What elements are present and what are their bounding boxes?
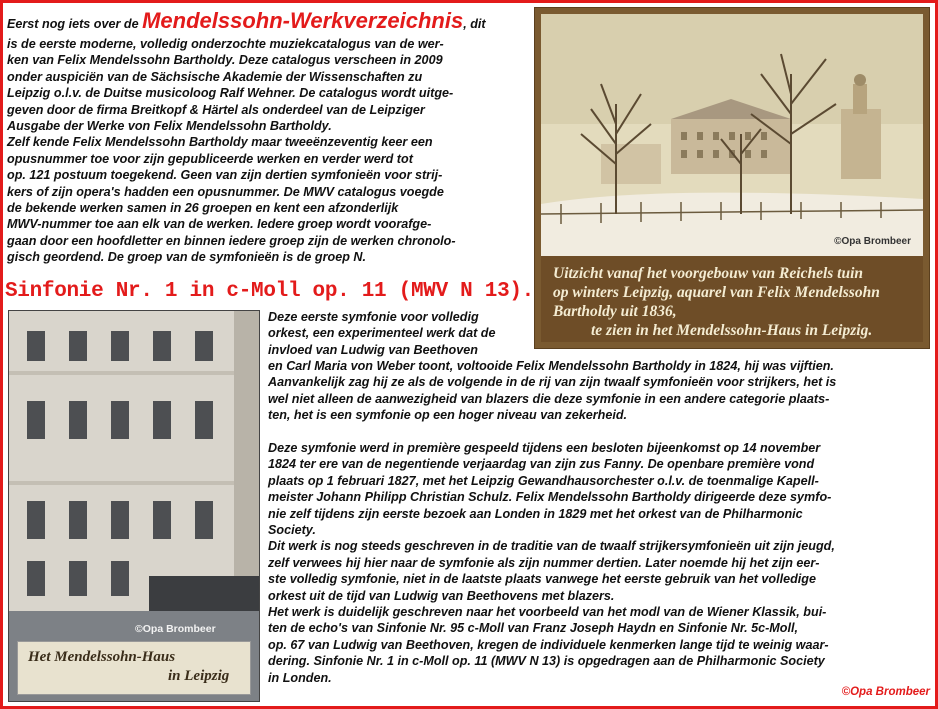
intro-line: is de eerste moderne, volledig onderzochte muziekcatalogus van de wer- bbox=[7, 37, 444, 51]
painting-caption-line: op winters Leipzig, aquarel van Felix Mendelssohn bbox=[553, 284, 880, 301]
body-line: op. 67 van Ludwig van Beethoven, kregen de individuele kenmerken lange tijd te weinig waar- bbox=[268, 637, 829, 652]
body-line: ten, het is een symfonie op een hoger niveau van zekerheid. bbox=[268, 408, 628, 423]
intro-trail: , dit bbox=[463, 17, 486, 31]
side-text bbox=[268, 309, 533, 358]
body-line: 1824 ter ere van de negentiende verjaardag van zijn zus Fanny. De openbare première vond bbox=[268, 457, 815, 472]
intro-line: de bekende werken samen in 26 groepen en kent een afzonderlijk bbox=[7, 201, 399, 216]
intro-lead: Eerst nog iets over de bbox=[7, 17, 143, 31]
body-line: Dit werk is nog steeds geschreven in de traditie van de twaalf strijkersymfonieën uit zijn jeugd, bbox=[268, 539, 835, 554]
intro-line: Zelf kende Felix Mendelssohn Bartholdy maar tweeënzeventig keer een bbox=[7, 135, 433, 150]
intro-line: MWV-nummer toe aan elk van de werken. Iedere groep wordt voorafge- bbox=[7, 217, 432, 232]
side-line: invloed van Ludwig van Beethoven bbox=[268, 342, 478, 357]
photo-caption-line: in Leipzig bbox=[168, 668, 230, 684]
body-line: nie zelf tijdens zijn eerste bezoek aan Londen in 1829 met het orkest van de Philharmonic bbox=[268, 506, 803, 521]
photo-watermark: ©Opa Brombeer bbox=[135, 623, 216, 635]
intro-lines bbox=[7, 36, 532, 266]
body-line: meister Johann Philipp Christian Schulz. Felix Mendelssohn Bartholdy dirigeerde deze symfo- bbox=[268, 490, 832, 505]
body-line: wel niet alleen de aanwezigheid van blazers die deze symfonie in een andere categorie plaats- bbox=[268, 391, 830, 406]
winter-scene-illustration bbox=[541, 14, 923, 256]
watercolor-painting bbox=[535, 8, 929, 348]
body-line: en Carl Maria von Weber toont, voltooide Felix Mendelssohn Bartholdy in 1824, hij was vijftien. bbox=[268, 359, 834, 373]
body-line: ten de echo's van Sinfonie Nr. 95 c-Moll van Franz Joseph Haydn en Sinfonie Nr. 5c-Moll, bbox=[268, 621, 798, 636]
mendelssohn-haus-photo bbox=[8, 310, 260, 702]
body-line: Deze symfonie werd in première gespeeld tijdens een besloten bijeenkomst op 14 november bbox=[268, 441, 821, 456]
side-line: Deze eerste symfonie voor volledig bbox=[268, 310, 479, 324]
body-line: Society. bbox=[268, 523, 316, 538]
intro-line: gisch geordend. De groep van de symfonieën is de groep N. bbox=[7, 250, 366, 265]
side-lines bbox=[268, 309, 533, 358]
painting-watermark: ©Opa Brombeer bbox=[834, 236, 911, 247]
painting-caption-line: Uitzicht vanaf het voorgebouw van Reichels tuin bbox=[553, 265, 864, 282]
intro-line: Ausgabe der Werke von Felix Mendelssohn Bartholdy. bbox=[7, 119, 332, 134]
body-line: orkest uit de tijd van Ludwig van Beethovens met blazers. bbox=[268, 588, 615, 603]
body-line: Aanvankelijk zag hij ze als de volgende in de rij van zijn twaalf symfonieën voor strijkers, het is bbox=[268, 375, 837, 390]
body-line: zelf verwees hij hier naar de symfonie als zijn nummer dertien. Later noemde hij het zijn eer- bbox=[268, 555, 820, 570]
body-line bbox=[268, 424, 933, 440]
painting-caption-line: te zien in het Mendelssohn-Haus in Leipzig. bbox=[591, 322, 873, 339]
intro-line: onder auspiciën van de Sächsische Akademie der Wissenschaften zu bbox=[7, 69, 423, 84]
body-line: Het werk is duidelijk geschreven naar het voorbeeld van het modl van de Wiener Klassik, bui- bbox=[268, 605, 827, 620]
intro-line: Leipzig o.l.v. de Duitse musicoloog Ralf Wehner. De catalogus wordt uitge- bbox=[7, 86, 454, 101]
intro-line: opusnummer toe voor zijn gepubliceerde werken en verder werd tot bbox=[7, 151, 413, 166]
body-line: in Londen. bbox=[268, 670, 332, 685]
painting-image bbox=[541, 14, 923, 342]
painting-caption-line: Bartholdy uit 1836, bbox=[553, 303, 677, 320]
body-line: dering. Sinfonie Nr. 1 in c-Moll op. 11 (MWV N 13) is opgedragen aan de Philharmonic Society bbox=[268, 654, 825, 669]
body-line: ste volledig symfonie, niet in de laatste plaats vanwege het eerste gebruik van het volledige bbox=[268, 572, 817, 587]
intro-line: ken van Felix Mendelssohn Bartholdy. Deze catalogus verscheen in 2009 bbox=[7, 53, 443, 68]
symphony-heading: Sinfonie Nr. 1 in c-Moll op. 11 (MWV N 13). bbox=[5, 280, 534, 303]
intro-line: geven door de firma Breitkopf & Härtel als onderdeel van de Leipziger bbox=[7, 102, 425, 117]
intro-line: gaan door een hoofdletter en binnen iedere groep zijn de werken chronolo- bbox=[7, 233, 456, 248]
intro-line: kers of zijn opera's hadden een opusnummer. De MWV catalogus voegde bbox=[7, 184, 444, 199]
photo-caption-line: Het Mendelssohn-Haus bbox=[28, 649, 176, 665]
photo-caption bbox=[17, 641, 251, 695]
title-highlight: Mendelssohn-Werkverzeichnis bbox=[142, 8, 464, 33]
footer-copyright: ©Opa Brombeer bbox=[841, 686, 930, 698]
body-text bbox=[268, 358, 933, 686]
side-line: orkest, een experimenteel werk dat de bbox=[268, 326, 496, 341]
body-lines bbox=[268, 358, 933, 686]
body-line: plaats op 1 februari 1827, met het Leipzig Gewandhausorchester o.l.v. de toenmalige Kapell- bbox=[268, 473, 819, 488]
intro-line: op. 121 postuum toegekend. Geen van zijn dertien symfonieën voor strij- bbox=[7, 168, 443, 183]
intro-text bbox=[7, 9, 532, 266]
painting-caption bbox=[541, 256, 923, 342]
